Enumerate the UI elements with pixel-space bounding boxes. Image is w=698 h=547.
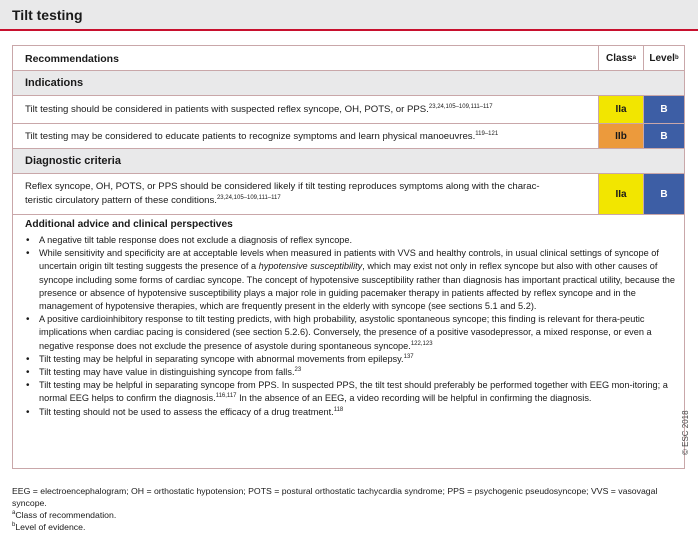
additional-advice [13,215,684,418]
ref-sup: 119–121 [475,130,499,137]
table-row [13,96,684,124]
footnotes [12,485,687,533]
recommendation-text [25,103,493,117]
list-item [25,313,675,353]
rec-text-line2: teristic circulatory pattern of these conditions. [25,195,217,206]
advice-title: Additional advice and clinical perspectives [25,219,233,230]
bullet-icon: • [26,380,30,392]
list-item [25,353,675,366]
ref-sup: 23,24,105–109,111–117 [216,194,281,201]
footnote-text: Class of recommendation. [15,510,117,520]
title-bar [0,0,698,31]
bullet-icon: • [26,248,30,260]
ref-sup: 122,123 [410,340,433,347]
list-item [25,247,675,313]
bullet-text: Tilt testing may be helpful in separating syncope from PPS. In suspected PPS, the tilt test should preferably be performed together with EEG mon-itoring; a normal EEG helps to confirm the diagnosis. [39,380,668,404]
footnote-a [12,509,687,521]
class-badge: IIb [598,124,643,148]
section-label: Indications [25,77,84,89]
bullet-text-cont: In the absence of an EEG, a video recording will be helpful in confirming the diagnosis. [236,393,592,404]
footnote-text: Level of evidence. [15,522,86,532]
page-title: Tilt testing [12,7,83,23]
bullet-icon: • [26,353,30,365]
rec-text: Tilt testing may be considered to educate patients to recognize symptoms and learn physical manoeuvres. [25,131,476,142]
ref-sup: 23 [294,366,302,373]
list-item [25,379,675,405]
bullet-text: Tilt testing should not be used to assess the efficacy of a drug treatment. [39,406,334,417]
rec-text-line1: Reflex syncope, OH, POTS, or PPS should be considered likely if tilt testing reproduces symptoms along with the charac- [25,181,540,192]
rec-text: Tilt testing should be considered in patients with suspected reflex syncope, OH, POTS, or PPS. [25,104,429,115]
header-level-label: Level [649,52,675,64]
level-badge: B [643,124,684,148]
list-item [25,406,675,419]
bullet-emphasis: hypotensive susceptibility [258,261,363,272]
section-label: Diagnostic criteria [25,155,121,167]
recommendation-text [25,130,498,144]
header-level: Level b [643,46,684,70]
level-badge: B [643,174,684,214]
recommendations-table [12,45,685,469]
copyright-label: © ESC 2018 [681,410,690,455]
footnote-mark: a [12,510,16,517]
level-badge: B [643,96,684,123]
table-row [13,174,684,215]
ref-sup: 137 [403,353,414,360]
table-header-row [13,46,684,71]
bullet-text: A positive cardioinhibitory response to tilt testing predicts, with high probability, asystolic spontaneous syncope; this finding is relevant for thera-peutic implications when cardiac pacing is considered (see section 5.2.6). Conversely, the presence of a positive vasodepressor, a mixed response, or even a negative response does not exclude the presence of asystole during spontaneous syncope. [39,314,652,351]
header-recommendations: Recommendations [25,53,119,65]
recommendation-text [25,180,540,208]
bullet-text: While sensitivity and specificity are at acceptable levels when measured in patients with VVS and healthy controls, in usual clinical settings of syncope of uncertain origin tilt testing suggests the presence of a [39,248,659,272]
header-class-label: Class [605,52,633,64]
bullet-icon: • [26,367,30,379]
footnote-b [12,521,687,533]
class-badge: IIa [598,174,643,214]
bullet-text: A negative tilt table response does not exclude a diagnosis of reflex syncope. [39,235,353,245]
list-item [25,234,675,247]
abbreviations: EEG = electroencephalogram; OH = orthostatic hypotension; POTS = postural orthostatic tachycardia syndrome; PPS = psychogenic pseudosyncope; VVS = vasovagal syncope. [12,486,658,508]
section-diagnostic [13,149,684,174]
class-badge: IIa [598,96,643,123]
section-indications [13,71,684,96]
bullet-text: Tilt testing may be helpful in separating syncope with abnormal movements from epilepsy. [39,353,404,364]
bullet-icon: • [26,406,30,418]
bullet-icon: • [26,314,30,326]
footnote-mark: b [12,522,16,529]
list-item [25,366,675,379]
ref-sup: 116,117 [215,393,237,400]
bullet-text-cont: , which may exist not only in reflex syncope but also with other causes of syncope including some forms of cardiac syncope. The concept of hypotensive susceptibility rather than diagnosis has important practical utility, because the presence or absence of hypotensive susceptibility plays a major role in guiding pacemaker therapy in patients affected by reflex syncope and in the management of hypotensive therapies, which are frequently present in the elderly with syncope (see sections 5.1 and 5.2). [39,261,675,312]
ref-sup: 23,24,105–109,111–117 [428,103,493,110]
header-class: Class a [598,46,643,70]
bullet-text: Tilt testing may have value in distinguishing syncope from falls. [39,367,295,378]
ref-sup: 118 [333,406,344,413]
bullet-icon: • [26,235,30,246]
advice-list [25,234,675,419]
table-row [13,124,684,149]
